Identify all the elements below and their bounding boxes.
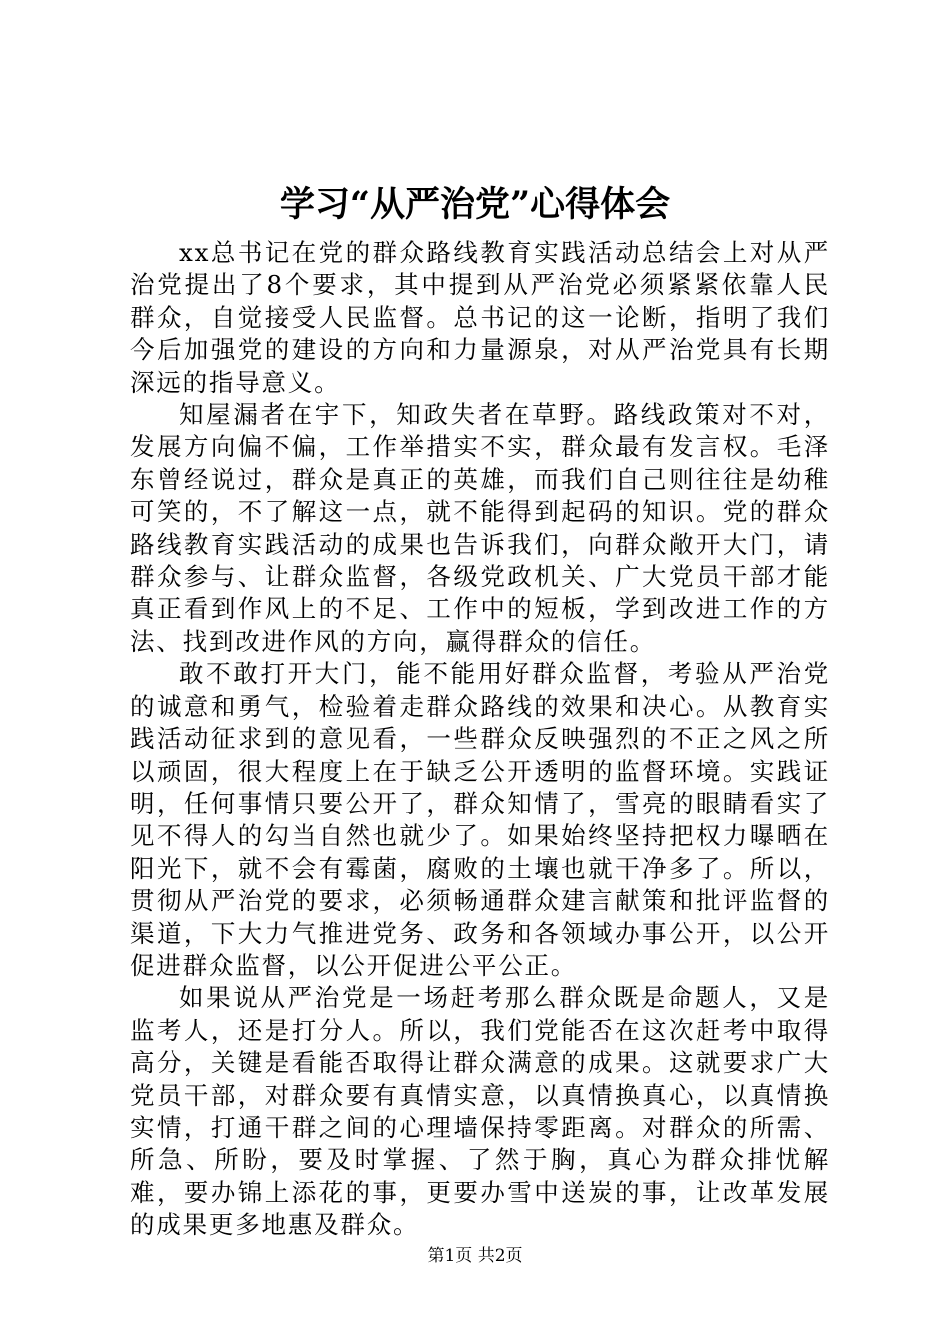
paragraph: 敢不敢打开大门，能不能用好群众监督，考验从严治党的诚意和勇气，检验着走群众路线的效果和决心。从教育实践活动征求到的意见看，一些群众反映强烈的不正之风之所以顽固，很大程度上在于缺乏公开透明的监督环境。实践证明，任何事情只要公开了，群众知情了，雪亮的眼睛看实了见不得人的勾当自然也就少了。如果始终坚持把权力曝晒在阳光下，就不会有霉菌，腐败的土壤也就干净多了。所以，贯彻从严治党的要求，必须畅通群众建言献策和批评监督的渠道，下大力气推进党务、政务和各领域办事公开，以公开促进群众监督，以公开促进公平公正。 bbox=[130, 659, 830, 980]
paragraph: 如果说从严治党是一场赶考那么群众既是命题人，又是监考人，还是打分人。所以，我们党能否在这次赶考中取得高分，关键是看能否取得让群众满意的成果。这就要求广大党员干部，对群众要有真情实意，以真情换真心，以真情换实情，打通干群之间的心理墙保持零距离。对群众的所需、所急、所盼，要及时掌握、了然于胸，真心为群众排忧解难，要办锦上添花的事，更要办雪中送炭的事，让改革发展的成果更多地惠及群众。 bbox=[130, 983, 830, 1240]
paragraph: 知屋漏者在宇下，知政失者在草野。路线政策对不对，发展方向偏不偏，工作举措实不实，群众最有发言权。毛泽东曾经说过，群众是真正的英雄，而我们自己则往往是幼稚可笑的，不了解这一点，就不能得到起码的知识。党的群众路线教育实践活动的成果也告诉我们，向群众敞开大门，请群众参与、让群众监督，各级党政机关、广大党员干部才能真正看到作风上的不足、工作中的短板，学到改进工作的方法、找到改进作风的方向，赢得群众的信任。 bbox=[130, 400, 830, 656]
page-title: 学习“从严治党”心得体会 bbox=[279, 184, 671, 225]
document-body bbox=[130, 237, 830, 1242]
page-number: 第1页 共2页 bbox=[427, 1246, 523, 1266]
paragraph: xx总书记在党的群众路线教育实践活动总结会上对从严治党提出了8个要求，其中提到从严治党必须紧紧依靠人民群众，自觉接受人民监督。总书记的这一论断，指明了我们今后加强党的建设的方向和力量源泉，对从严治党具有长期深远的指导意义。 bbox=[130, 238, 830, 397]
